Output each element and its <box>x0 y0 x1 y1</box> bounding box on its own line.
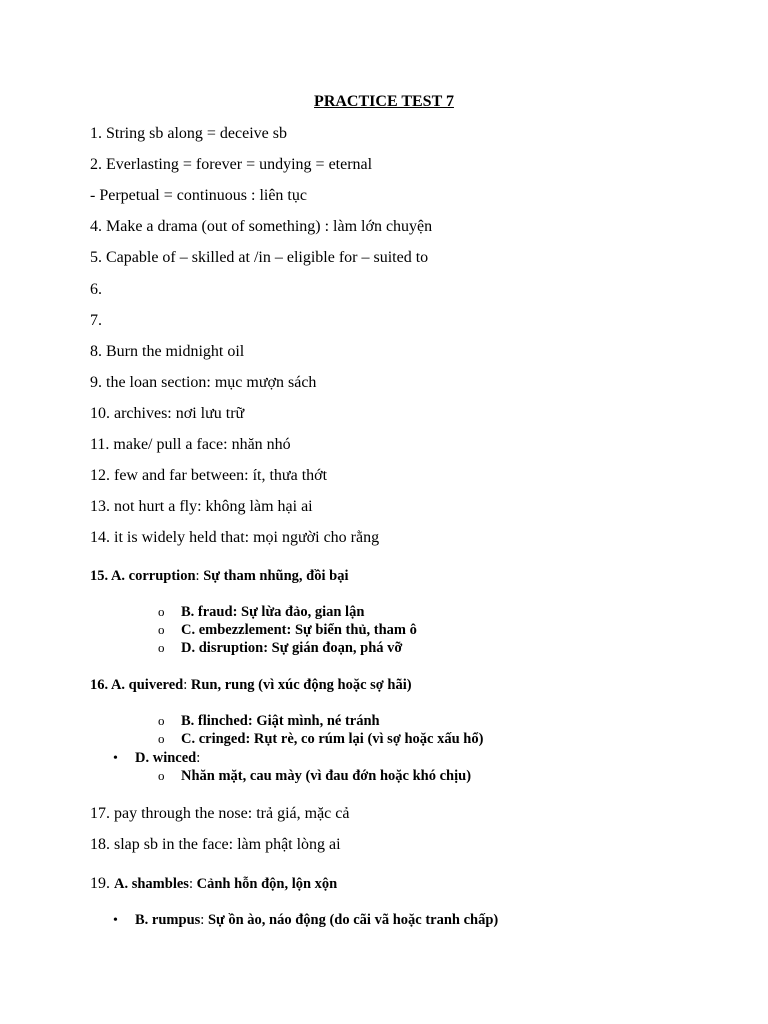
list-item: 13. not hurt a fly: không làm hại ai <box>90 498 313 515</box>
option-meaning: : Sự biển thủ, tham ô <box>286 622 417 638</box>
list-item: 18. slap sb in the face: làm phật lòng ai <box>90 836 341 853</box>
sub-option <box>158 713 380 730</box>
list-item: 9. the loan section: mục mượn sách <box>90 374 317 391</box>
circle-bullet-icon: o <box>158 640 165 655</box>
question-16-term: 16. A. quivered <box>90 677 184 693</box>
option-sep: : <box>196 750 201 766</box>
question-15 <box>90 568 349 585</box>
option-term: B. flinched <box>181 713 248 729</box>
bullet-icon: • <box>113 913 118 928</box>
question-15-meaning: Sự tham nhũng, đồi bại <box>199 568 349 584</box>
list-item: - Perpetual = continuous : liên tục <box>90 187 307 204</box>
page-title: PRACTICE TEST 7 <box>314 93 454 110</box>
list-item: 12. few and far between: ít, thưa thớt <box>90 467 328 484</box>
circle-bullet-icon: o <box>158 622 165 637</box>
list-item: 8. Burn the midnight oil <box>90 343 245 360</box>
option-term: B. rumpus <box>135 912 201 928</box>
circle-bullet-icon: o <box>158 713 165 728</box>
list-item: 17. pay through the nose: trả giá, mặc cả <box>90 805 350 822</box>
question-15-term: 15. A. corruption <box>90 568 196 584</box>
list-item: 11. make/ pull a face: nhăn nhó <box>90 436 291 453</box>
option-term: D. winced <box>135 750 197 766</box>
option-meaning: Nhăn mặt, cau mày (vì đau đớn hoặc khó chịu) <box>181 768 472 784</box>
list-item: 7. <box>90 312 102 329</box>
question-19-sep: : <box>188 876 193 892</box>
question-16-sep: : <box>183 677 188 693</box>
option-meaning: Sự ồn ào, náo động (do cãi vã hoặc tranh chấp) <box>204 912 499 928</box>
question-19 <box>90 875 337 893</box>
option-term: C. embezzlement <box>181 622 287 638</box>
list-item: 2. Everlasting = forever = undying = eternal <box>90 156 373 173</box>
bullet-option <box>113 750 200 767</box>
sub-option <box>158 622 417 639</box>
question-19-meaning: Cảnh hỗn độn, lộn xộn <box>192 876 338 892</box>
question-19-number: 19. <box>90 875 114 892</box>
question-15-sep: : <box>195 568 200 584</box>
sub-option <box>158 731 483 748</box>
option-sep: : <box>200 912 205 928</box>
circle-bullet-icon: o <box>158 768 165 783</box>
question-19-term: A. shambles <box>114 876 189 892</box>
bullet-icon: • <box>113 751 118 766</box>
list-item: 5. Capable of – skilled at /in – eligible for – suited to <box>90 249 429 266</box>
option-term: D. disruption <box>181 640 264 656</box>
circle-bullet-icon: o <box>158 731 165 746</box>
sub-option <box>158 604 364 621</box>
list-item: 10. archives: nơi lưu trữ <box>90 405 245 422</box>
circle-bullet-icon: o <box>158 604 165 619</box>
list-item: 6. <box>90 281 102 298</box>
question-16-meaning: Run, rung (vì xúc động hoặc sợ hãi) <box>187 677 412 693</box>
bullet-option <box>113 912 498 929</box>
list-item: 14. it is widely held that: mọi người cho rằng <box>90 529 380 546</box>
option-meaning: : Sự gián đoạn, phá vỡ <box>263 640 403 656</box>
option-meaning: : Sự lừa đảo, gian lận <box>232 604 365 620</box>
option-term: C. cringed <box>181 731 246 747</box>
sub-option <box>158 768 471 785</box>
option-term: B. fraud <box>181 604 233 620</box>
list-item: 1. String sb along = deceive sb <box>90 125 287 142</box>
question-16 <box>90 677 412 694</box>
option-meaning: : Rụt rè, co rúm lại (vì sợ hoặc xấu hổ) <box>245 731 484 747</box>
sub-option <box>158 640 402 657</box>
list-item: 4. Make a drama (out of something) : làm lớn chuyện <box>90 218 433 235</box>
option-meaning: : Giật mình, né tránh <box>247 713 380 729</box>
